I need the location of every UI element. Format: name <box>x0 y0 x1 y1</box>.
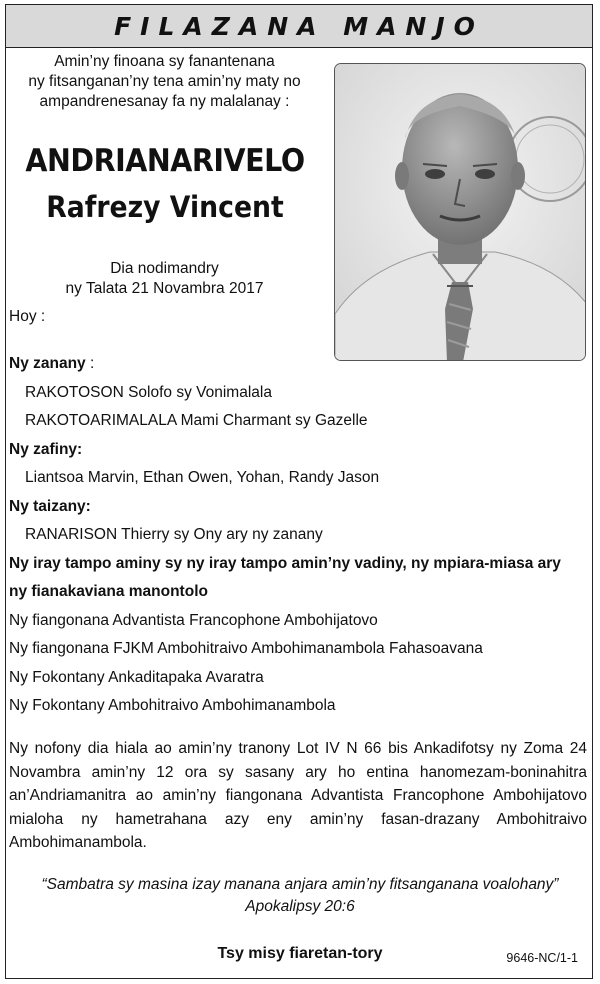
hoy-label: Hoy : <box>9 308 46 325</box>
death-line-1: Dia nodimandry <box>110 260 219 277</box>
intro-line-2: ny fitsanganan’ny tena amin’ny maty no <box>28 73 301 90</box>
intro-line-3: ampandrenesanay fa ny malalanay : <box>39 93 290 110</box>
portrait-image <box>335 64 586 361</box>
deceased-given-names: Rafrezy Vincent <box>46 190 284 224</box>
family-line-1: Ny iray tampo aminy sy ny iray tampo amin’ny vadiny, ny mpiara-miasa ary <box>9 554 561 572</box>
family-list <box>9 350 589 721</box>
child-entry-2: RAKOTOARIMALALA Mami Charmant sy Gazelle <box>25 412 368 429</box>
header-banner <box>6 5 592 48</box>
great-grandchildren-names: RANARISON Thierry sy Ony ary ny zanany <box>25 526 323 543</box>
bible-quote <box>0 874 600 918</box>
reference-code: 9646-NC/1-1 <box>506 951 578 965</box>
deceased-surname: ANDRIANARIVELO <box>25 143 305 179</box>
death-date-text <box>12 259 317 299</box>
children-label: Ny zanany <box>9 355 86 372</box>
closing-line: Tsy misy fiaretan-tory <box>217 945 383 962</box>
organization-entry: Ny fiangonana Advantista Francophone Ambohijatovo <box>9 611 378 629</box>
deceased-portrait <box>334 63 586 361</box>
quote-source: Apokalipsy 20:6 <box>245 898 355 915</box>
organization-entry: Ny Fokontany Ankaditapaka Avaratra <box>9 668 264 686</box>
intro-text <box>12 52 317 112</box>
children-label-suffix: : <box>85 355 95 372</box>
child-entry-1: RAKOTOSON Solofo sy Vonimalala <box>25 383 272 401</box>
quote-text: “Sambatra sy masina izay manana anjara amin’ny fitsanganana voalohany” <box>41 876 559 893</box>
organization-entry: Ny Fokontany Ambohitraivo Ambohimanambola <box>9 697 336 714</box>
family-line-2: ny fianakaviana manontolo <box>9 583 208 600</box>
death-line-2: ny Talata 21 Novambra 2017 <box>65 280 264 297</box>
grandchildren-label: Ny zafiny: <box>9 440 83 458</box>
organization-entry: Ny fiangonana FJKM Ambohitraivo Ambohimanambola Fahasoavana <box>9 640 483 657</box>
intro-line-1: Amin’ny finoana sy fanantenana <box>54 53 275 70</box>
great-grandchildren-label: Ny taizany: <box>9 497 91 515</box>
grandchildren-names: Liantsoa Marvin, Ethan Owen, Yohan, Randy Jason <box>25 469 380 486</box>
funeral-notice: Ny nofony dia hiala ao amin’ny tranony Lot IV N 66 bis Ankadifotsy ny Zoma 24 Novambra amin’ny 12 ora sy sasany ary ho entina hanomezam-boninahitra an’Andriamanitra ao amin’ny fiangonana Advantista Francophone Ambohijatovo mialoha ny hametrahana azy eny amin’ny fasan-drazany Ambohitraivo Ambohimanambola. <box>9 740 587 851</box>
children-heading <box>9 350 589 379</box>
notice-title: FILAZANA MANJO <box>114 11 484 41</box>
